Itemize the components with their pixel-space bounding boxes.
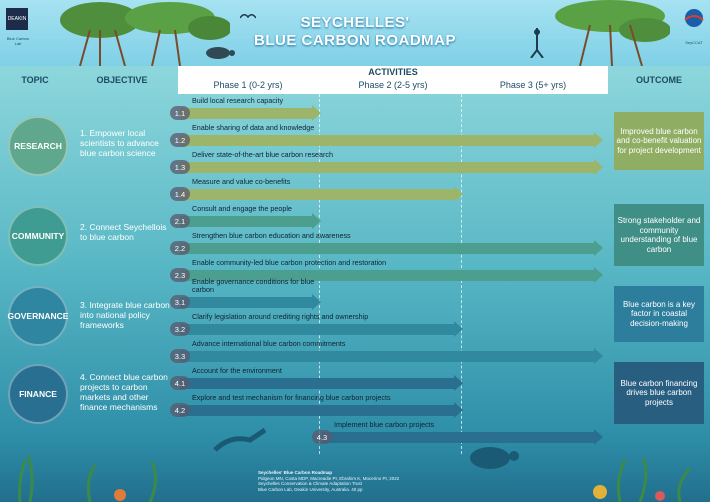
activity-number-badge: 1.3 [170, 160, 190, 174]
activity-number-badge: 1.2 [170, 133, 190, 147]
footer-line-3: Seychelles Conservation & Climate Adaptation Trust [258, 481, 363, 486]
heron-icon [528, 28, 546, 58]
activity-number-badge: 2.2 [170, 241, 190, 255]
activity-bar-body [180, 351, 594, 362]
title-line-1: SEYCHELLES' [300, 14, 410, 31]
outcome-governance: Blue carbon is a key factor in coastal decision-making [614, 286, 704, 342]
activity-label: Measure and value co-benefits [192, 177, 291, 186]
activity-number-badge: 3.2 [170, 322, 190, 336]
activity-label: Explore and test mechanism for financing blue carbon projects [192, 393, 391, 402]
arrow-head-icon [454, 402, 463, 418]
objective-governance: 3. Integrate blue carbon into national policy frameworks [80, 300, 170, 330]
outcome-research: Improved blue carbon and co-benefit valuation for project development [614, 112, 704, 170]
phase-2-label: Phase 2 (2-5 yrs) [358, 80, 428, 90]
arrow-head-icon [312, 294, 321, 310]
topic-community: COMMUNITY [8, 206, 68, 266]
activity-number-badge: 2.3 [170, 268, 190, 282]
activity-number-badge: 4.3 [312, 430, 332, 444]
footer-line-4: Blue Carbon Lab, Deakin University, Australia. 40 pp [258, 486, 363, 492]
activity-label: Consult and engage the people [192, 204, 292, 213]
title-line-2: BLUE CARBON ROADMAP [254, 32, 456, 49]
activity-label: Build local research capacity [192, 96, 284, 105]
activity-bar-body [180, 108, 312, 119]
seychelles-flag-logo [684, 8, 704, 28]
activity-number-badge: 2.1 [170, 214, 190, 228]
activity-number-badge: 1.1 [170, 106, 190, 120]
arrow-head-icon [594, 132, 603, 148]
objective-finance: 4. Connect blue carbon projects to carbon markets and other finance mechanisms [80, 372, 168, 412]
activity-bar-body [180, 243, 594, 254]
mangrove-right-illustration [550, 0, 670, 66]
activity-label: Implement blue carbon projects [334, 420, 435, 429]
footer-line-2: Pidgeon MN, Costa MDP, Macreadie PI, Ebrahim K, Mocerino PI, 2022 [258, 475, 400, 481]
activity-label: Enable sharing of data and knowledge [192, 123, 315, 132]
arrow-head-icon [594, 348, 603, 364]
footer-line-1: Seychelles' Blue Carbon Roadmap [258, 470, 333, 475]
arrow-head-icon [454, 375, 463, 391]
activity-label: Account for the environment [192, 366, 282, 375]
topic-governance: GOVERNANCE [8, 286, 68, 346]
topic-header: TOPIC [21, 75, 49, 85]
activity-number-badge: 3.1 [170, 295, 190, 309]
topic-finance: FINANCE [8, 364, 68, 424]
activity-number-badge: 3.3 [170, 349, 190, 363]
activity-label: Enable governance conditions for blue carbon [192, 277, 315, 294]
activity-bar-body [180, 297, 312, 308]
footer-citation [258, 470, 458, 492]
arrow-head-icon [454, 186, 463, 202]
activity-bar-body [180, 216, 312, 227]
arrow-head-icon [312, 105, 321, 121]
phase-1-label: Phase 1 (0-2 yrs) [213, 80, 283, 90]
deakin-logo: DEAKIN [6, 8, 28, 30]
activities-title: ACTIVITIES [368, 67, 418, 77]
activity-label: Clarify legislation around crediting rights and ownership [192, 312, 369, 321]
arrow-head-icon [594, 240, 603, 256]
arrow-head-icon [594, 267, 603, 283]
activity-number-badge: 4.1 [170, 376, 190, 390]
blue-carbon-lab-logo: Blue Carbon Lab [6, 36, 30, 46]
arrow-head-icon [312, 213, 321, 229]
activity-label: Advance international blue carbon commitments [192, 339, 346, 348]
topic-research: RESEARCH [8, 116, 68, 176]
objective-header: OBJECTIVE [96, 75, 148, 85]
activity-number-badge: 4.2 [170, 403, 190, 417]
outcome-community: Strong stakeholder and community understanding of blue carbon [614, 204, 704, 266]
arrow-head-icon [454, 321, 463, 337]
activities-header [178, 66, 608, 94]
activity-bar-body [180, 135, 594, 146]
page-title [230, 14, 480, 50]
outcome-finance: Blue carbon financing drives blue carbon projects [614, 362, 704, 424]
activity-label: Deliver state-of-the-art blue carbon research [192, 150, 334, 159]
outcome-header: OUTCOME [636, 75, 682, 85]
activity-bar-body [322, 432, 594, 443]
arrow-head-icon [594, 429, 603, 445]
objective-research: 1. Empower local scientists to advance blue carbon science [80, 128, 159, 158]
activity-number-badge: 1.4 [170, 187, 190, 201]
activity-bar-body [180, 189, 454, 200]
activity-label: Strengthen blue carbon education and awareness [192, 231, 351, 240]
seyccat-logo: SeyCCAT [685, 40, 703, 45]
activity-bar-body [180, 405, 454, 416]
phase-3-label: Phase 3 (5+ yrs) [499, 80, 567, 90]
activity-label: Enable community-led blue carbon protection and restoration [192, 258, 387, 267]
activity-bar-body [180, 378, 454, 389]
activity-bar-body [180, 162, 594, 173]
arrow-head-icon [594, 159, 603, 175]
objective-community: 2. Connect Seychellois to blue carbon [80, 222, 167, 242]
activity-bar-body [180, 324, 454, 335]
